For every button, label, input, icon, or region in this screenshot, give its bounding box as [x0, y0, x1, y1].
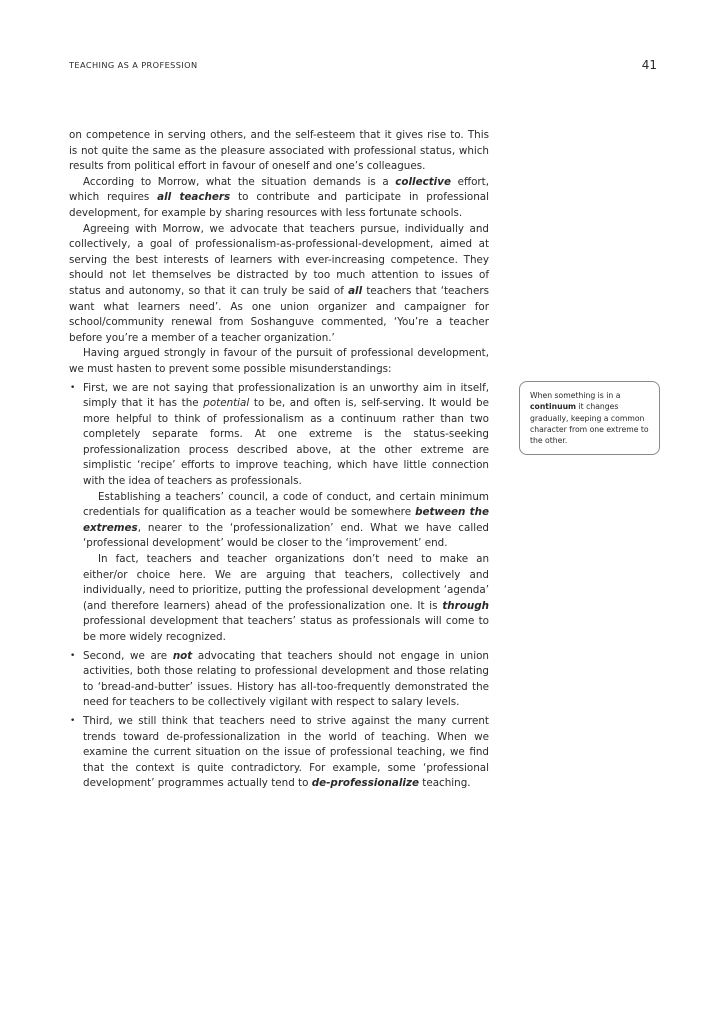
paragraph	[83, 490, 489, 552]
paragraph	[83, 552, 489, 646]
emphasis: all teachers	[157, 191, 231, 204]
text-run: teaching.	[419, 777, 471, 790]
text-run: Establishing a teachers’ council, a code of conduct, and certain minimum credentials for qualification as a teacher would be somewhere	[83, 490, 489, 519]
text-run: When something is in a	[530, 391, 621, 400]
emphasis: between the extremes	[83, 506, 489, 534]
text-run: teachers that ‘teachers want what learners need’. As one union organizer and campaigner for school/community renewal from Soshanguve commented, ‘You’re a teacher before you’re a member of a teacher organization.’	[69, 284, 489, 344]
list-item	[69, 714, 489, 792]
emphasis: all	[348, 284, 363, 297]
paragraph	[83, 714, 489, 792]
text-run: advocating that teachers should not engage in union activities, both those relating to professional development and those relating to ‘bread-and-butter’ issues. History has all-too-frequently demonstrated the need for teachers to be collectively vigilant with respect to salary levels.	[83, 649, 489, 709]
text-run: According to Morrow, what the situation demands is a	[83, 175, 396, 188]
text-run: it changes gradually, keeping a common character from one extreme to the other.	[530, 402, 649, 446]
running-title: TEACHING AS A PROFESSION	[69, 60, 198, 70]
list-item	[69, 381, 489, 646]
emphasis: not	[172, 649, 193, 662]
emphasis: collective	[395, 175, 451, 188]
emphasis: de-professionalize	[311, 777, 419, 790]
text-run: In fact, teachers and teacher organizations don’t need to make an either/or choice here. We are arguing that teachers, collectively and individually, need to prioritize, putting the professional development ‘agenda’ (and therefore learners) ahead of the professionalization one. It is	[83, 553, 489, 612]
text-run: to be, and often is, self-serving. It would be more helpful to think of professionalism as a continuum rather than two completely separate forms. At one extreme is the status-seeking professionalization process described above, at the other extreme are simplistic ‘recipe’ efforts to improve teaching, which have little connection with the idea of teachers as professionals.	[83, 397, 489, 488]
paragraph	[83, 649, 489, 711]
text-run: First, we are not saying that professionalization is an unworthy aim in itself, simply that it has the	[83, 381, 489, 410]
list-item	[69, 649, 489, 711]
paragraph: Having argued strongly in favour of the pursuit of professional development, we must hasten to prevent some possible misunderstandings:	[69, 347, 489, 375]
bullet-list	[69, 381, 489, 792]
paragraph: on competence in serving others, and the self-esteem that it gives rise to. This is not quite the same as the pleasure associated with professional status, which results from political effort in favour of oneself and one’s colleagues.	[69, 129, 489, 173]
text-run: Second, we are	[83, 649, 173, 662]
glossary-sidebox	[519, 381, 660, 455]
glossary-term: continuum	[530, 402, 577, 412]
text-run: Third, we still think that teachers need to strive against the many current trends toward de-professionalization in the world of teaching. When we examine the current situation on the issue of professional teaching, we find that the context is quite contradictory. For example, some ‘professional development’ programmes actually tend to	[83, 714, 489, 790]
paragraph	[69, 175, 489, 222]
text-run: Agreeing with Morrow, we advocate that teachers pursue, individually and collectively, a goal of professionalism-as-professional-development, aimed at serving the best interests of learners with ever-increasing competence. They should not let themselves be distracted by too much attention to issues of status and autonomy, so that it can truly be said of	[69, 222, 489, 297]
text-run: effort, which requires	[69, 175, 490, 204]
text-run: professional development that teachers’ status as professionals will come to be more widely recognized.	[83, 615, 489, 643]
emphasis: through	[442, 599, 489, 612]
text-run: to contribute and participate in professional development, for example by sharing resources with less fortunate schools.	[69, 191, 489, 219]
emphasis: potential	[203, 397, 250, 410]
page-number: 41	[641, 58, 657, 72]
main-text	[69, 128, 489, 792]
paragraph	[83, 381, 489, 490]
paragraph	[69, 222, 489, 347]
text-run: , nearer to the ‘professionalization’ end. What we have called ‘professional development’ would be closer to the ‘improvement’ end.	[83, 521, 489, 550]
